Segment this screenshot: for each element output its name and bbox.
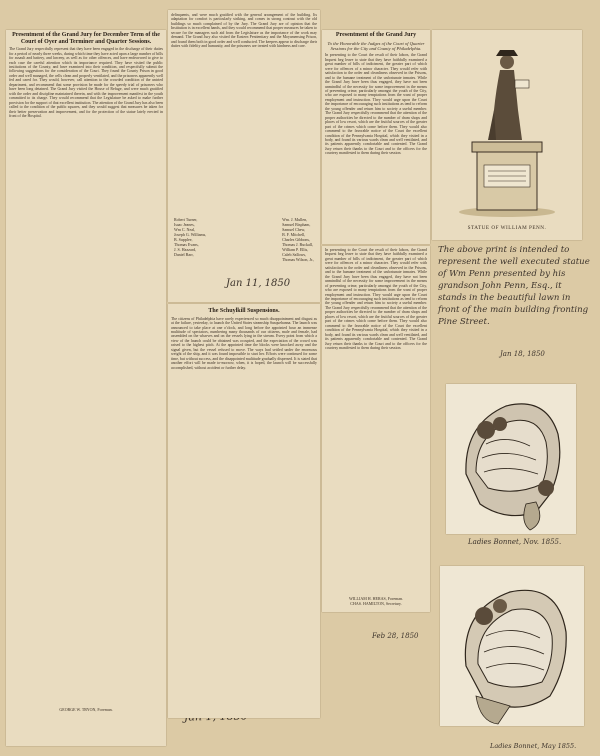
left-clipping — [6, 30, 166, 746]
statue-caption: STATUE OF WILLIAM PENN. — [467, 225, 547, 231]
middle-bottom-title: The Schuylkill Suspensions. — [208, 308, 280, 314]
left-headline: Presentment of the Grand Jury for December Term of the Court of Oyer and Terminer and Quarter Sessions. — [12, 32, 160, 45]
signature-line: Robert Turner, — [174, 217, 198, 222]
signature-line: Daniel Barr, — [174, 252, 194, 257]
signature-line: William P. Ellis, — [282, 247, 309, 252]
right-headline: Presentment of the Grand Jury — [335, 32, 417, 38]
signature-line: Wm C. Neal, — [174, 227, 196, 232]
signatures-col-2 — [282, 217, 314, 262]
middle-top-body: delinquents, and were much gratified with the general arrangement of the building. Its adaptation for comfort is particularly striking, and comes in strong contrast with the old buildings so much complained of by the Jury. The Grand Jury are of opinion that the Institution is in excellent hands, and they would recommend that proper measures be taken to secure for the managers such aid from the Legislature as the importance of the work may demand. The Grand Jury also visited the Eastern Penitentiary and the Moyamensing Prison, and found them both in good order and well conducted. The keepers appear to discharge their duties with fidelity and humanity, and the prisoners are treated with kindness and care. — [171, 13, 317, 49]
right-signature-1: WILLIAM H. HERAS, Foreman. — [349, 596, 403, 601]
right-top-text-clipping — [322, 30, 430, 244]
signature-line: Thomas Wilson, Jr., — [282, 257, 314, 262]
bonnet-bottom-clipping — [440, 566, 584, 726]
signature-line: Caleb Sallows, — [282, 252, 307, 257]
statue-handwritten-date: Jan 18, 1850 — [500, 350, 545, 358]
bonnet-bottom-note: Ladies Bonnet, May 1855. — [490, 742, 577, 750]
signature-line: Thomas J. Buckall, — [282, 242, 313, 247]
statue-handwritten-note: The above print is intended to represent the well executed statue of Wm Penn presented by his grandson John Penn, Esq., it stands in the beautiful lawn in front of the main building fronting Pine Street. — [438, 245, 590, 327]
signature-line: Joseph G. Williams, — [174, 232, 207, 237]
bonnet-top-date-note: Ladies Bonnet, Nov. 1855. — [468, 538, 562, 546]
left-signature: GEORGE W. TRYON, Foreman. — [59, 707, 113, 713]
signatures-col-1 — [174, 217, 206, 262]
middle-top-date-note: Jan 11, 1850 — [226, 278, 291, 289]
right-subhead: To the Honorable the Judges of the Court of Quarter Sessions for the City and County of Philadelphia. — [327, 40, 425, 51]
penn-statue-engraving-icon — [432, 30, 582, 220]
signature-line: Thomas Evans, — [174, 242, 199, 247]
left-body: The Grand Jury respectfully represent that they have been engaged in the discharge of their duties for a period of nearly three weeks, during which time they have acted upon a large number of bills for assault and battery, and larceny, as well as for other offences, and have endeavored to give to each case the careful attention which its importance required. They have visited the public institutions of the County, and have examined into their condition, and respectfully submit the following suggestions for the consideration of the Court. They found the County Prison in good order and well managed, the cells clean and properly ventilated, and the prisoners apparently well fed and cared for. They would, however, call attention to the crowded condition of the untried department, and recommend that some provision be made for the speedy trial of prisoners who have been long detained. The Grand Jury visited the House of Refuge, and were much gratified with the order and discipline maintained therein, and with the improvement manifest in the youth committed to its charge. They would recommend that the Legislature be asked to make further provision for the support of that excellent institution. The attention of the Grand Jury has also been called to the condition of the public squares, and they would suggest that measures be taken for their better preservation and improvement, and for the protection of the statue lately erected in front of the Hospital. — [9, 47, 163, 118]
signature-line: Samuel Bispham, — [282, 222, 311, 227]
middle-top-clipping — [168, 10, 320, 302]
right-middle-clipping — [322, 246, 430, 612]
middle-bottom-clipping — [168, 304, 320, 718]
right-middle-date-note: Feb 28, 1850 — [372, 632, 419, 640]
right-middle-body: In presenting to the Court the result of their labors, the Grand Inquest beg leave to state that they have faithfully examined a great number of bills of indictment, the greater part of which were for offences of a minor character. They would refer with satisfaction to the order and cleanliness observed in the Prisons, and to the humane treatment of the unfortunate inmates. While the Grand Jury have been thus engaged, they have not been unmindful of the necessity for some improvement in the means of preventing crime, particularly amongst the youth of the City, who are exposed to many temptations from the want of proper employment and instruction. They would urge upon the Court the importance of encouraging such institutions as tend to reform the young offender and return him to society a useful member. The Grand Jury respectfully recommend that the attention of the proper authorities be directed to the number of dram shops and places of low resort, which are the fruitful sources of the greater part of the crimes which come before them. They would also commend to the favorable notice of the Court the excellent condition of the Pennsylvania Hospital, which they visited in a body, and found its various wards clean and well ventilated, and its patients apparently comfortable and contented. The Grand Jury return their thanks to the Court and to the officers for the courtesy manifested to them during their session. — [325, 248, 427, 350]
right-top-body: In presenting to the Court the result of their labors, the Grand Inquest beg leave to state that they have faithfully examined a great number of bills of indictment, the greater part of which were for offences of a minor character. They would refer with satisfaction to the order and cleanliness observed in the Prisons, and to the humane treatment of the unfortunate inmates. While the Grand Jury have been thus engaged, they have not been unmindful of the necessity for some improvement in the means of preventing crime, particularly amongst the youth of the City, who are exposed to many temptations from the want of proper employment and instruction. They would urge upon the Court the importance of encouraging such institutions as tend to reform the young offender and return him to society a useful member. The Grand Jury respectfully recommend that the attention of the proper authorities be directed to the number of dram shops and places of low resort, which are the fruitful sources of the greater part of the crimes which come before them. They would also commend to the favorable notice of the Court the excellent condition of the Pennsylvania Hospital, which they visited in a body, and found its various wards clean and well ventilated, and its patients apparently comfortable and contented. The Grand Jury return their thanks to the Court and to the officers for the courtesy manifested to them during their session. — [325, 53, 427, 156]
signature-line: B. F. Mitchell, — [282, 232, 306, 237]
signature-line: Isaac Jeanes, — [174, 222, 195, 227]
bonnet-engraving-bottom-icon — [440, 566, 584, 726]
signature-line: Wm. J. Mullen, — [282, 217, 308, 222]
signature-line: Samuel Chew, — [282, 227, 306, 232]
penn-statue-clipping — [432, 30, 582, 240]
right-signature-2: CHAS. HAMILTON, Secretary. — [350, 601, 402, 606]
bonnet-engraving-top-icon — [446, 384, 576, 534]
signature-line: B. Supplee, — [174, 237, 193, 242]
bonnet-top-clipping — [446, 384, 576, 534]
signature-line: J. S. Hazzard, — [174, 247, 197, 252]
signature-line: Charles Gibbons, — [282, 237, 310, 242]
middle-bottom-body: The citizens of Philadelphia have rarely experienced so much disappointment and disgust as at the failure, yesterday, to launch the United States steamship Susquehanna. The launch was announced to take place at one o'clock, and long before the appointed hour an immense multitude of spectators, numbering many thousands of our citizens, male and female, had assembled on the wharves and on the vessels lying in the stream. Every point from which a view of the launch could be obtained was occupied, and the expectation of the crowd was raised to the highest pitch. At the appointed time the blocks were knocked away and the signal given, but the vessel refused to move. The ways had settled under the enormous weight of the ship, and it was found impossible to start her. Efforts were continued for some time, but without success, and the disappointed multitude gradually dispersed. It is stated that another effort will be made to-morrow, when, it is hoped, the launch will be successfully accomplished, without accident or further delay. — [171, 316, 317, 370]
